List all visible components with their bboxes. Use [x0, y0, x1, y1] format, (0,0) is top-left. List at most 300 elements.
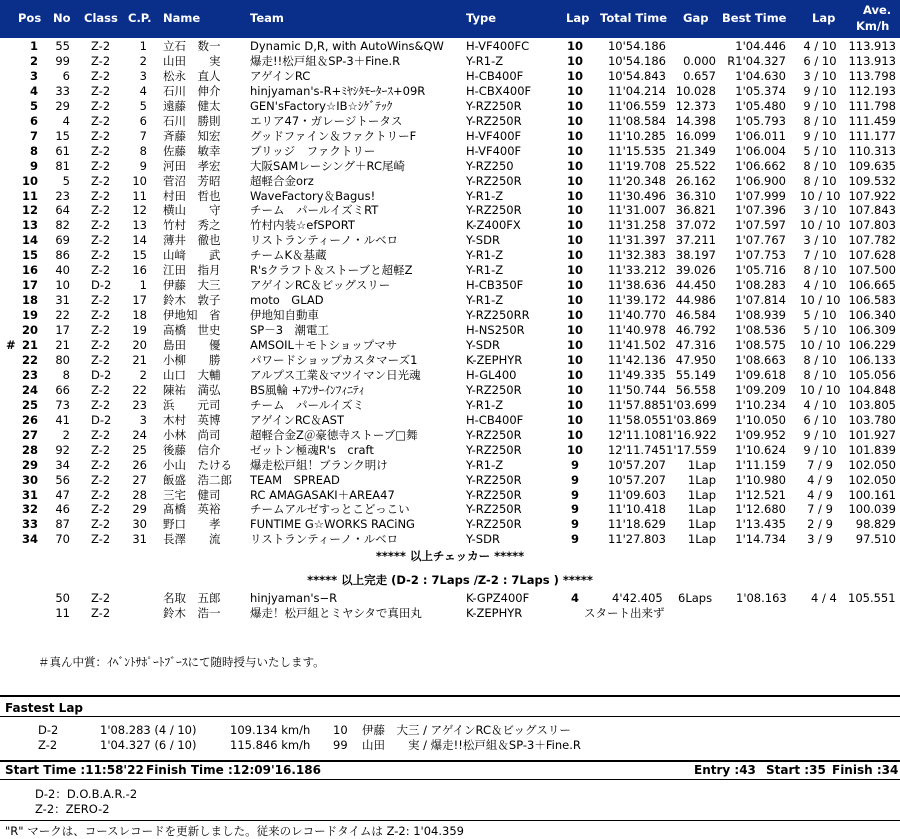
row-no: 66 — [55, 382, 70, 397]
table-row — [0, 368, 900, 383]
row-cp: 22 — [132, 382, 147, 397]
row-lap: 10 — [566, 39, 583, 53]
row-name: 伊地知 省 — [163, 308, 221, 323]
table-row — [0, 84, 900, 99]
row-name: 三宅 健司 — [163, 487, 221, 502]
row-class: D-2 — [91, 412, 112, 427]
row-name: 石川 伸介 — [163, 83, 221, 98]
row-class: D-2 — [91, 278, 112, 293]
row-pos: 21 — [21, 338, 38, 352]
row-no: 86 — [55, 248, 70, 263]
row-gap: 21.349 — [675, 143, 716, 158]
table-row — [0, 129, 900, 144]
row-best-time: 1'06.900 — [735, 173, 786, 188]
row-pos: 6 — [29, 113, 38, 128]
row-lap: 9 — [570, 517, 579, 532]
row-best-lap: 8 / 10 — [803, 113, 837, 128]
row-team: アゲインRC＆ビッグスリー — [250, 278, 391, 293]
row-gap: 36.310 — [675, 188, 716, 203]
table-row — [0, 308, 900, 323]
class-legend-z2: Z-2：ZERO-2 — [35, 802, 110, 816]
table-row — [0, 353, 900, 368]
row-pos: 13 — [21, 218, 38, 233]
row-total-time: 11'40.978 — [607, 323, 666, 338]
row-best-lap: 8 / 10 — [803, 173, 837, 188]
row-pos: 19 — [21, 308, 38, 323]
row-no: 10 — [55, 278, 70, 293]
fastest-lap-title: Fastest Lap — [5, 701, 83, 715]
row-total-time: 11'31.397 — [607, 233, 666, 248]
row-no: 46 — [55, 502, 70, 517]
row-gap: 1Lap — [687, 487, 716, 502]
row-name: 鈴木 敦子 — [163, 293, 221, 308]
row-class: Z-2 — [91, 143, 111, 158]
divider — [0, 779, 900, 780]
nonfinisher-gap: 6Laps — [678, 591, 713, 605]
row-team: WaveFactory＆Bagus! — [250, 188, 376, 203]
row-ave: 103.805 — [848, 397, 896, 412]
row-team: アルプス工業＆マツイマン日光魂 — [250, 367, 421, 382]
row-lap: 10 — [566, 263, 583, 278]
row-total-time: 11'58.055 — [607, 412, 666, 427]
row-class: Z-2 — [91, 517, 111, 532]
table-row — [0, 323, 900, 338]
row-pos: 5 — [29, 98, 38, 113]
checker-note: ***** 以上チェッカー ***** — [375, 549, 525, 563]
row-pos: 23 — [21, 367, 38, 382]
nonfinisher-best: 1'08.163 — [736, 591, 787, 605]
row-total-time: 11'33.212 — [607, 263, 666, 278]
row-type: Y-R1-Z — [466, 397, 504, 412]
table-row — [0, 383, 900, 398]
row-lap: 10 — [566, 293, 583, 308]
row-class: Z-2 — [91, 128, 111, 143]
row-type: Y-RZ250R — [466, 442, 522, 457]
row-gap: 38.197 — [675, 248, 716, 263]
row-ave: 107.500 — [848, 263, 896, 278]
row-class: Z-2 — [91, 442, 111, 457]
row-best-time: 1'10.050 — [735, 412, 786, 427]
row-ave: 100.161 — [848, 487, 896, 502]
row-cp: 16 — [132, 263, 147, 278]
table-row — [0, 99, 900, 114]
row-best-lap: 8 / 10 — [803, 352, 837, 367]
nonfinisher-no: 50 — [55, 591, 70, 605]
row-gap: 16.099 — [675, 128, 716, 143]
row-cp: 15 — [132, 248, 147, 263]
row-class: Z-2 — [91, 472, 111, 487]
row-name: 小山 たける — [163, 457, 232, 472]
row-cp: 28 — [132, 487, 147, 502]
row-ave: 107.628 — [848, 248, 896, 263]
row-lap: 10 — [566, 338, 583, 352]
row-team: 超軽合金Z＠豪徳寺ストーブ□舞 — [250, 427, 418, 442]
row-name: 遠藤 健太 — [163, 98, 221, 113]
row-cp: 23 — [132, 397, 147, 412]
nonfinisher-total: 4'42.405 — [612, 591, 663, 605]
row-lap: 10 — [566, 233, 583, 248]
row-type: Y-RZ250R — [466, 203, 522, 218]
row-gap: 1'03.699 — [666, 397, 717, 412]
row-best-lap: 4 / 10 — [803, 39, 837, 53]
row-best-lap: 6 / 10 — [803, 412, 837, 427]
row-name: 小柳 勝 — [163, 352, 221, 367]
col-cp: C.P. — [128, 11, 152, 25]
row-ave: 105.056 — [848, 367, 896, 382]
row-gap: 1Lap — [687, 517, 716, 532]
row-ave: 107.922 — [848, 188, 896, 203]
row-pos: 1 — [29, 39, 38, 53]
row-class: Z-2 — [91, 68, 111, 83]
fastest-lap-row — [0, 738, 900, 753]
row-cp: 7 — [139, 128, 147, 143]
row-team: RC AMAGASAKI＋AREA47 — [250, 487, 395, 502]
row-ave: 106.309 — [848, 323, 896, 338]
col-ave-top: Ave. — [863, 3, 892, 17]
row-total-time: 11'31.007 — [607, 203, 666, 218]
row-type: H-CBX400F — [466, 83, 532, 98]
fastest-lap-no: 99 — [333, 738, 348, 752]
row-lap: 9 — [570, 487, 579, 502]
row-lap: 10 — [566, 128, 583, 143]
fastest-lap-no: 10 — [333, 723, 348, 737]
row-name: 髙橋 英裕 — [163, 502, 221, 517]
row-best-time: 1'05.480 — [735, 98, 786, 113]
col-best-lap: Lap — [812, 11, 836, 25]
row-class: Z-2 — [91, 397, 111, 412]
row-team: hinjyaman's-R+ﾐﾔｼﾀﾓｰﾀｰｽ+09R — [250, 83, 426, 98]
col-type: Type — [466, 11, 497, 25]
row-total-time: 10'54.186 — [607, 39, 666, 53]
row-pos: 33 — [21, 517, 38, 532]
row-lap: 10 — [566, 323, 583, 338]
fastest-lap-class: Z-2 — [38, 738, 58, 752]
row-class: Z-2 — [91, 502, 111, 517]
row-no: 69 — [55, 233, 70, 248]
table-row — [0, 398, 900, 413]
row-ave: 107.782 — [848, 233, 896, 248]
row-no: 22 — [55, 308, 70, 323]
col-lap: Lap — [566, 11, 590, 25]
row-no: 23 — [55, 188, 70, 203]
row-lap: 10 — [566, 158, 583, 173]
row-best-time: 1'07.597 — [735, 218, 786, 233]
row-name: 飯盛 浩二郎 — [163, 472, 232, 487]
row-total-time: 11'30.496 — [607, 188, 666, 203]
divider — [0, 716, 900, 717]
row-name: 菅沼 芳昭 — [163, 173, 221, 188]
row-gap: 0.657 — [683, 68, 716, 83]
row-best-time: 1'04.446 — [735, 39, 786, 53]
row-best-time: 1'11.159 — [735, 457, 786, 472]
row-cp: 27 — [132, 472, 147, 487]
row-total-time: 10'54.186 — [607, 53, 666, 68]
row-best-time: 1'09.618 — [735, 367, 786, 382]
row-class: Z-2 — [91, 248, 111, 263]
row-cp: 1 — [139, 278, 147, 293]
row-best-lap: 4 / 10 — [803, 278, 837, 293]
row-best-time: 1'12.680 — [735, 502, 786, 517]
row-pos: 15 — [21, 248, 38, 263]
row-cp: 3 — [139, 412, 147, 427]
row-total-time: 12'11.745 — [607, 442, 666, 457]
row-class: Z-2 — [91, 308, 111, 323]
row-no: 47 — [55, 487, 70, 502]
row-lap: 10 — [566, 53, 583, 68]
row-team: 爆走!!松戸組＆SP-3＋Fine.R — [250, 53, 401, 68]
row-name: 木村 英博 — [163, 412, 221, 427]
finish-count: Finish :34 — [832, 763, 899, 777]
table-row — [0, 159, 900, 174]
nonfinisher-status: スタート出来ず — [584, 606, 665, 620]
row-no: 29 — [55, 98, 70, 113]
row-team: チームアルゼすっとこどっこい — [250, 502, 410, 517]
row-pos: 26 — [21, 412, 38, 427]
row-ave: 113.798 — [848, 68, 896, 83]
row-type: Y-R1-Z — [466, 293, 504, 308]
row-cp: 8 — [139, 143, 147, 158]
row-best-lap: 7 / 9 — [807, 457, 833, 472]
row-total-time: 11'19.708 — [607, 158, 666, 173]
table-row — [0, 144, 900, 159]
row-type: Y-R1-Z — [466, 188, 504, 203]
fastest-lap-rider: 山田 実 / 爆走!!松戸組＆SP-3＋Fine.R — [362, 738, 581, 752]
row-no: 8 — [62, 367, 70, 382]
row-gap: 1Lap — [687, 532, 716, 547]
row-team: アゲインRC＆AST — [250, 412, 344, 427]
row-total-time: 11'18.629 — [607, 517, 666, 532]
row-best-lap: 3 / 10 — [803, 233, 837, 248]
row-best-lap: 7 / 10 — [803, 248, 837, 263]
table-row — [0, 248, 900, 263]
row-team: 大阪SAMレーシング＋RC尾崎 — [250, 158, 406, 173]
row-gap: 44.986 — [675, 293, 716, 308]
row-lap: 10 — [566, 382, 583, 397]
row-total-time: 11'10.285 — [607, 128, 666, 143]
row-type: Y-RZ250R — [466, 98, 522, 113]
row-gap: 14.398 — [675, 113, 716, 128]
row-best-lap: 9 / 10 — [803, 442, 837, 457]
row-class: Z-2 — [91, 323, 111, 338]
row-ave: 102.050 — [848, 472, 896, 487]
table-row — [0, 413, 900, 428]
row-lap: 10 — [566, 203, 583, 218]
row-ave: 110.313 — [848, 143, 896, 158]
table-row — [0, 114, 900, 129]
row-name: 村田 哲也 — [163, 188, 221, 203]
row-pos: 32 — [21, 502, 38, 517]
row-best-time: 1'07.753 — [735, 248, 786, 263]
row-pos: 29 — [21, 457, 38, 472]
row-gap: 0.000 — [683, 53, 716, 68]
row-best-time: 1'09.952 — [735, 427, 786, 442]
row-ave: 106.229 — [848, 338, 896, 352]
row-ave: 107.803 — [848, 218, 896, 233]
entry-count: Entry :43 — [694, 763, 756, 777]
row-ave: 101.839 — [848, 442, 896, 457]
row-ave: 97.510 — [855, 532, 896, 547]
row-best-lap: 9 / 10 — [803, 83, 837, 98]
table-row — [0, 263, 900, 278]
row-no: 41 — [55, 412, 70, 427]
row-no: 17 — [55, 323, 70, 338]
row-lap: 10 — [566, 188, 583, 203]
row-best-lap: 2 / 9 — [807, 517, 833, 532]
row-team: TEAM SPREAD — [250, 472, 340, 487]
nonfinisher-type: K-GPZ400F — [466, 591, 530, 605]
row-total-time: 11'31.258 — [607, 218, 666, 233]
row-pos: 2 — [29, 53, 38, 68]
row-lap: 10 — [566, 143, 583, 158]
row-best-lap: 4 / 9 — [807, 487, 833, 502]
row-type: H-GL400 — [466, 367, 517, 382]
row-team: ゼットン極魂R's craft — [250, 442, 374, 457]
row-type: Y-R1-Z — [466, 457, 504, 472]
row-best-lap: 10 / 10 — [800, 218, 841, 233]
row-class: Z-2 — [91, 113, 111, 128]
row-type: Y-RZ250 — [466, 158, 514, 173]
row-team: エリア47・ガレージトータス — [250, 113, 403, 128]
row-ave: 111.459 — [848, 113, 896, 128]
row-no: 21 — [55, 338, 70, 352]
row-ave: 106.665 — [848, 278, 896, 293]
col-ave-bottom: Km/h — [856, 19, 890, 33]
row-best-time: 1'07.767 — [735, 233, 786, 248]
row-best-lap: 9 / 10 — [803, 128, 837, 143]
row-lap: 10 — [566, 278, 583, 293]
row-type: Y-R1-Z — [466, 53, 504, 68]
nonfinisher-class: Z-2 — [91, 606, 111, 620]
row-name: 横山 守 — [163, 203, 221, 218]
row-class: Z-2 — [91, 218, 111, 233]
row-best-time: 1'05.716 — [735, 263, 786, 278]
row-total-time: 11'32.383 — [607, 248, 666, 263]
row-pos: 34 — [21, 532, 38, 547]
row-type: K-ZEPHYR — [466, 352, 523, 367]
row-team: チームK＆基蔵 — [250, 248, 327, 263]
row-type: Y-SDR — [466, 338, 500, 352]
row-class: Z-2 — [91, 39, 111, 53]
row-class: Z-2 — [91, 487, 111, 502]
row-best-time: 1'10.624 — [735, 442, 786, 457]
row-no: 70 — [55, 532, 70, 547]
row-ave: 100.039 — [848, 502, 896, 517]
col-pos: Pos — [18, 11, 42, 25]
row-best-lap: 10 / 10 — [800, 382, 841, 397]
row-type: H-CB400F — [466, 412, 524, 427]
row-name: 河田 孝宏 — [163, 158, 221, 173]
col-gap: Gap — [683, 11, 709, 25]
row-name: 島田 優 — [163, 338, 221, 352]
row-best-lap: 10 / 10 — [800, 338, 841, 352]
row-gap: 1Lap — [687, 457, 716, 472]
row-team: 超軽合金orz — [250, 173, 314, 188]
row-lap: 10 — [566, 218, 583, 233]
row-total-time: 10'57.207 — [607, 457, 666, 472]
col-total-time: Total Time — [600, 11, 667, 25]
row-team: 伊地知自動車 — [250, 308, 319, 323]
fastest-lap-row — [0, 723, 900, 738]
completion-note: ***** 以上完走 (D-2 : 7Laps /Z-2 : 7Laps ) ***** — [307, 573, 593, 587]
row-class: Z-2 — [91, 427, 111, 442]
row-cp: 4 — [139, 83, 147, 98]
row-total-time: 11'09.603 — [607, 487, 666, 502]
table-row — [0, 473, 900, 488]
row-gap: 26.162 — [675, 173, 716, 188]
row-name: 山口 大輔 — [163, 367, 221, 382]
row-best-time: 1'08.283 — [735, 278, 786, 293]
row-lap: 10 — [566, 397, 583, 412]
table-row — [0, 54, 900, 69]
row-ave: 107.843 — [848, 203, 896, 218]
row-best-lap: 10 / 10 — [800, 188, 841, 203]
row-pos: 14 — [21, 233, 38, 248]
row-no: 73 — [55, 397, 70, 412]
row-team: GEN'sFactory☆IB☆ｼｹﾞﾃｯｸ — [250, 98, 393, 113]
row-ave: 109.635 — [848, 158, 896, 173]
row-team: 竹村内装☆efSPORT — [250, 218, 355, 233]
row-type: Y-RZ250R — [466, 517, 522, 532]
row-no: 5 — [62, 173, 70, 188]
row-no: 80 — [55, 352, 70, 367]
row-lap: 10 — [566, 352, 583, 367]
row-pos: 20 — [21, 323, 38, 338]
row-total-time: 11'50.744 — [607, 382, 666, 397]
row-ave: 111.798 — [848, 98, 896, 113]
nonfinisher-row — [0, 606, 900, 621]
row-pos: 28 — [21, 442, 38, 457]
col-name: Name — [163, 11, 201, 25]
row-name: 伊藤 大三 — [163, 278, 221, 293]
row-no: 64 — [55, 203, 70, 218]
start-count: Start :35 — [766, 763, 826, 777]
table-row — [0, 203, 900, 218]
row-lap: 10 — [566, 367, 583, 382]
table-row — [0, 458, 900, 473]
row-lap: 9 — [570, 532, 579, 547]
row-total-time: 11'20.348 — [607, 173, 666, 188]
row-gap: 1'03.869 — [666, 412, 717, 427]
row-best-lap: 10 / 10 — [800, 293, 841, 308]
row-type: Y-RZ250R — [466, 427, 522, 442]
award-note: ＃真ん中賞：ｲﾍﾞﾝﾄｻﾎﾟｰﾄﾌﾞｰｽにて随時授与いたします。 — [38, 655, 325, 669]
row-best-time: 1'08.663 — [735, 352, 786, 367]
row-class: Z-2 — [91, 233, 111, 248]
row-team: グッドファイン＆ファクトリーF — [250, 128, 417, 143]
row-lap: 10 — [566, 412, 583, 427]
row-best-time: 1'06.004 — [735, 143, 786, 158]
row-pos: 16 — [21, 263, 38, 278]
row-no: 4 — [62, 113, 70, 128]
row-no: 33 — [55, 83, 70, 98]
row-type: Y-RZ250R — [466, 502, 522, 517]
finish-time: Finish Time :12:09'16.186 — [146, 763, 321, 777]
table-row — [0, 338, 900, 353]
row-total-time: 11'42.136 — [607, 352, 666, 367]
row-cp: 2 — [139, 53, 147, 68]
row-type: H-NS250R — [466, 323, 525, 338]
row-type: H-VF400F — [466, 143, 522, 158]
row-total-time: 10'57.207 — [607, 472, 666, 487]
class-legend-d2: D-2：D.O.B.A.R.-2 — [35, 787, 138, 801]
row-lap: 10 — [566, 98, 583, 113]
row-type: Y-RZ250RR — [466, 308, 530, 323]
row-pos: 22 — [21, 352, 38, 367]
nonfinisher-type: K-ZEPHYR — [466, 606, 523, 620]
row-ave: 103.780 — [848, 412, 896, 427]
row-no: 34 — [55, 457, 70, 472]
row-cp: 29 — [132, 502, 147, 517]
